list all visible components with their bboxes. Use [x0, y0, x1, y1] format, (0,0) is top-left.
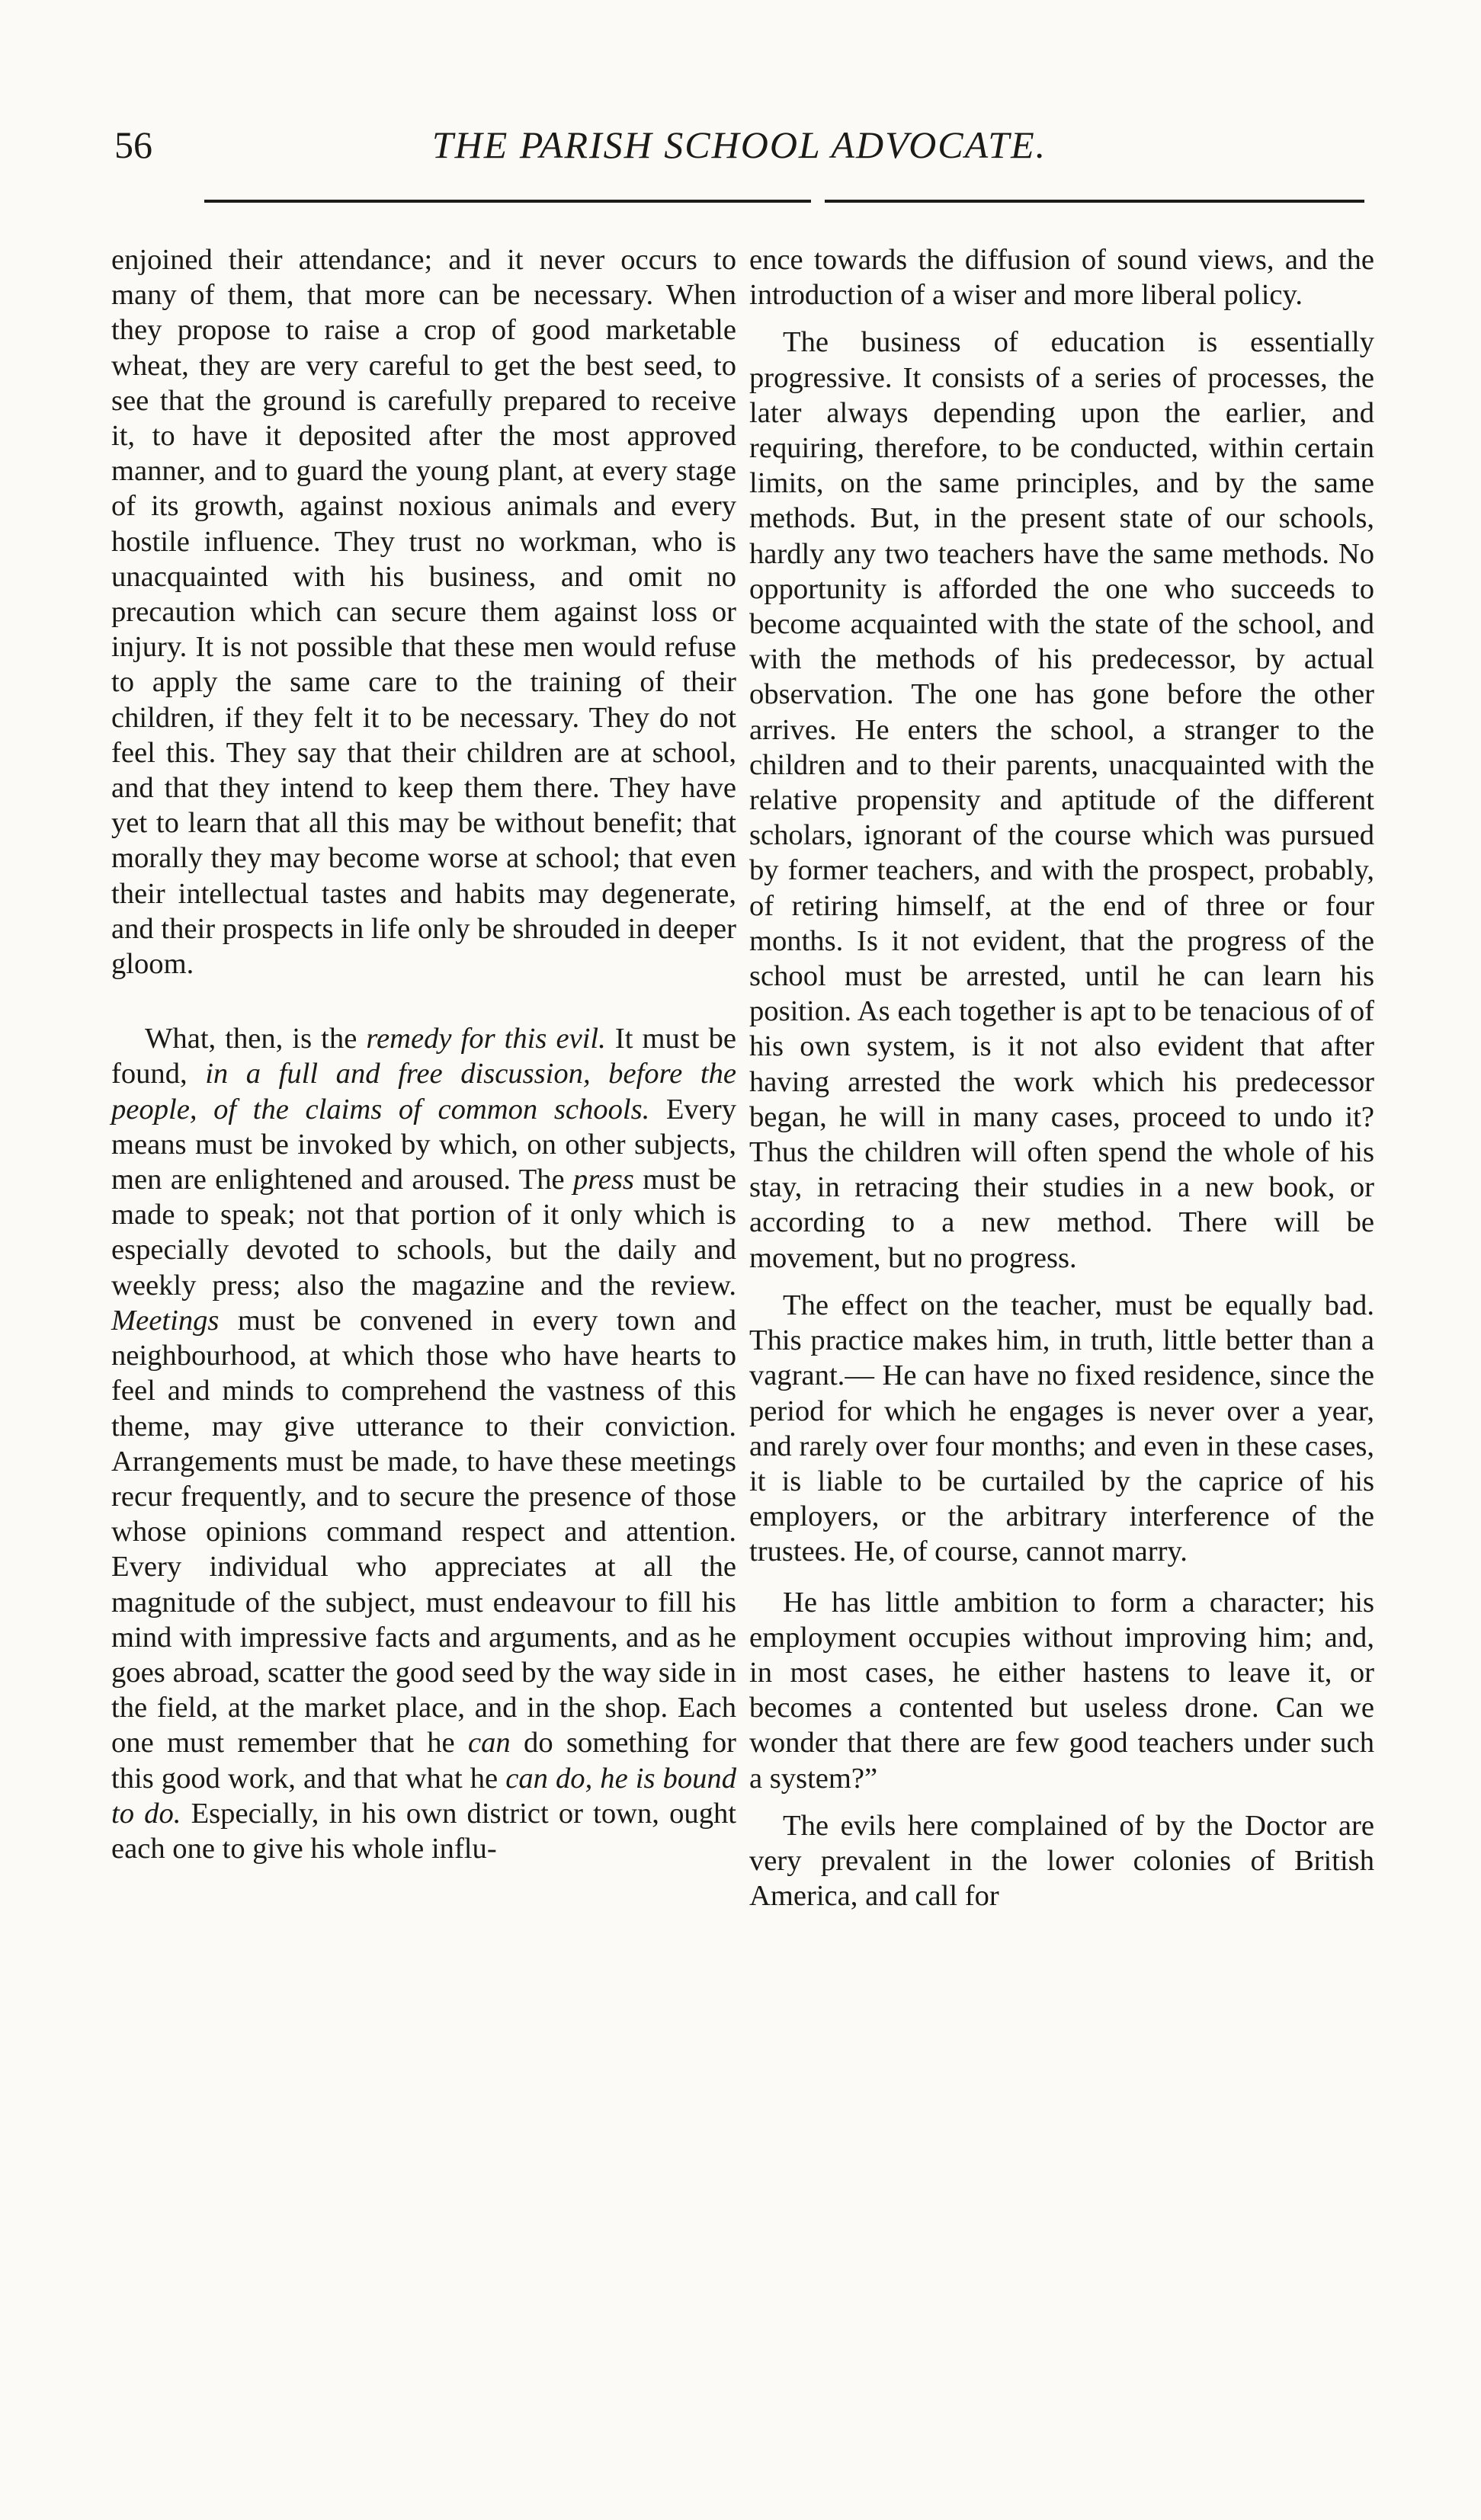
header-rule [204, 200, 1364, 203]
right-column [749, 242, 1374, 1913]
italic-text: can [468, 1727, 511, 1760]
paragraph: He has little ambition to form a character; his employment occupies without improving him; and, in most cases, he either hastens to leave it, or becomes a contented but useless drone. Can we wonder that there are few good teachers under such a system?” [749, 1586, 1374, 1795]
italic-text: in a full and free discussion, before the people, of the claims of common schools. [111, 1058, 736, 1126]
journal-title: THE PARISH SCHOOL ADVOCATE. [431, 123, 1047, 166]
italic-text: can do, he is bound to do. [111, 1762, 737, 1830]
paragraph: The evils here complained of by the Doctor are very prevalent in the lower colonies of British America, and call for [749, 1809, 1374, 1913]
text-run: must be convened in every town and neighbourhood, at which those who have hearts to feel and minds to comprehend the vastness of this theme, may give utterance to their conviction. Arrangements must be made, to have these meetings recur frequently, and to secure the presence of those whose opinions command respect and attention. Every individual who appreciates at all the magnitude of the subject, must endeavour to fill his mind with impressive facts and arguments, and as he goes abroad, scatter the good seed by the way side in the field, at the market place, and in the shop. Each one must remember that he [111, 1304, 736, 1760]
paragraph: ence towards the diffusion of sound views, and the introduction of a wiser and more liberal policy. [749, 244, 1374, 312]
italic-text: press [572, 1164, 634, 1196]
page-number: 56 [114, 123, 152, 166]
paragraph: The business of education is essentially progressive. It consists of a series of processes, the later always depending upon the earlier, and requiring, therefore, to be conducted, within certain limits, on the same principles, and by the same methods. But, in the present state of our schools, hardly any two teachers have the same methods. No opportunity is afforded the one who succeeds to become acquainted with the state of the school, and with the methods of his predecessor, by actual observation. The one has gone before the other arrives. He enters the school, a stranger to the children and to their parents, unacquainted with the relative propensity and aptitude of the different scholars, ignorant of the course which was pursued by former teachers, and with the prospect, probably, of retiring himself, at the end of three or four months. Is it not evident, that the progress of the school must be arrested, until he can learn his position. As each together is apt to be tenacious of of his own system, is it not also evident that after having arrested the work which his predecessor began, he will in many cases, proceed to undo it? Thus the children will often spend the whole of his stay, in retracing their studies in a new book, or according to a new method. There will be movement, but no progress. [749, 326, 1374, 1274]
running-head [114, 122, 1364, 175]
text-run: What, then, is the [145, 1023, 367, 1055]
text-run: Every means must be invoked by which, on other subjects, men are enlightened and aroused. The [111, 1093, 736, 1196]
header-rule-break [811, 197, 825, 206]
paragraph: The effect on the teacher, must be equally bad. This practice makes him, in truth, little better than a vagrant.— He can have no fixed residence, since the period for which he engages is never over a year, and rarely over four months; and even in these cases, it is liable to be curtailed by the caprice of his employers, or the arbitrary interference of the trustees. He, of course, cannot marry. [749, 1289, 1374, 1568]
paragraph: enjoined their attendance; and it never occurs to many of them, that more can be necessary. When they propose to raise a crop of good marketable wheat, they are very careful to get the best seed, to see that the ground is carefully prepared to receive it, to have it deposited after the most approved manner, and to guard the young plant, at every stage of its growth, against noxious animals and every hostile influence. They trust no workman, who is unacquainted with his business, and omit no precaution which can secure them against loss or injury. It is not possible that these men would refuse to apply the same care to the training of their children, if they felt it to be necessary. They do not feel this. They say that their children are at school, and that they intend to keep them there. They have yet to learn that all this may be without benefit; that morally they may become worse at school; that even their intellectual tastes and habits may degenerate, and their prospects in life only be shrouded in deeper gloom. [111, 244, 736, 981]
italic-text: remedy for this evil. [366, 1023, 606, 1055]
text-run: Especially, in his own district or town, ought each one to give his whole influ- [111, 1797, 736, 1865]
text-run: It must be found, [111, 1023, 736, 1090]
left-column [111, 242, 736, 1866]
italic-text: Meetings [111, 1304, 220, 1337]
text-run: must be made to speak; not that portion of it only which is especially devoted to schools, but the daily and weekly press; also the magazine and the review. [111, 1164, 736, 1302]
text-run: do something for this good work, and that what he [111, 1727, 737, 1795]
paragraph [111, 1021, 736, 1866]
